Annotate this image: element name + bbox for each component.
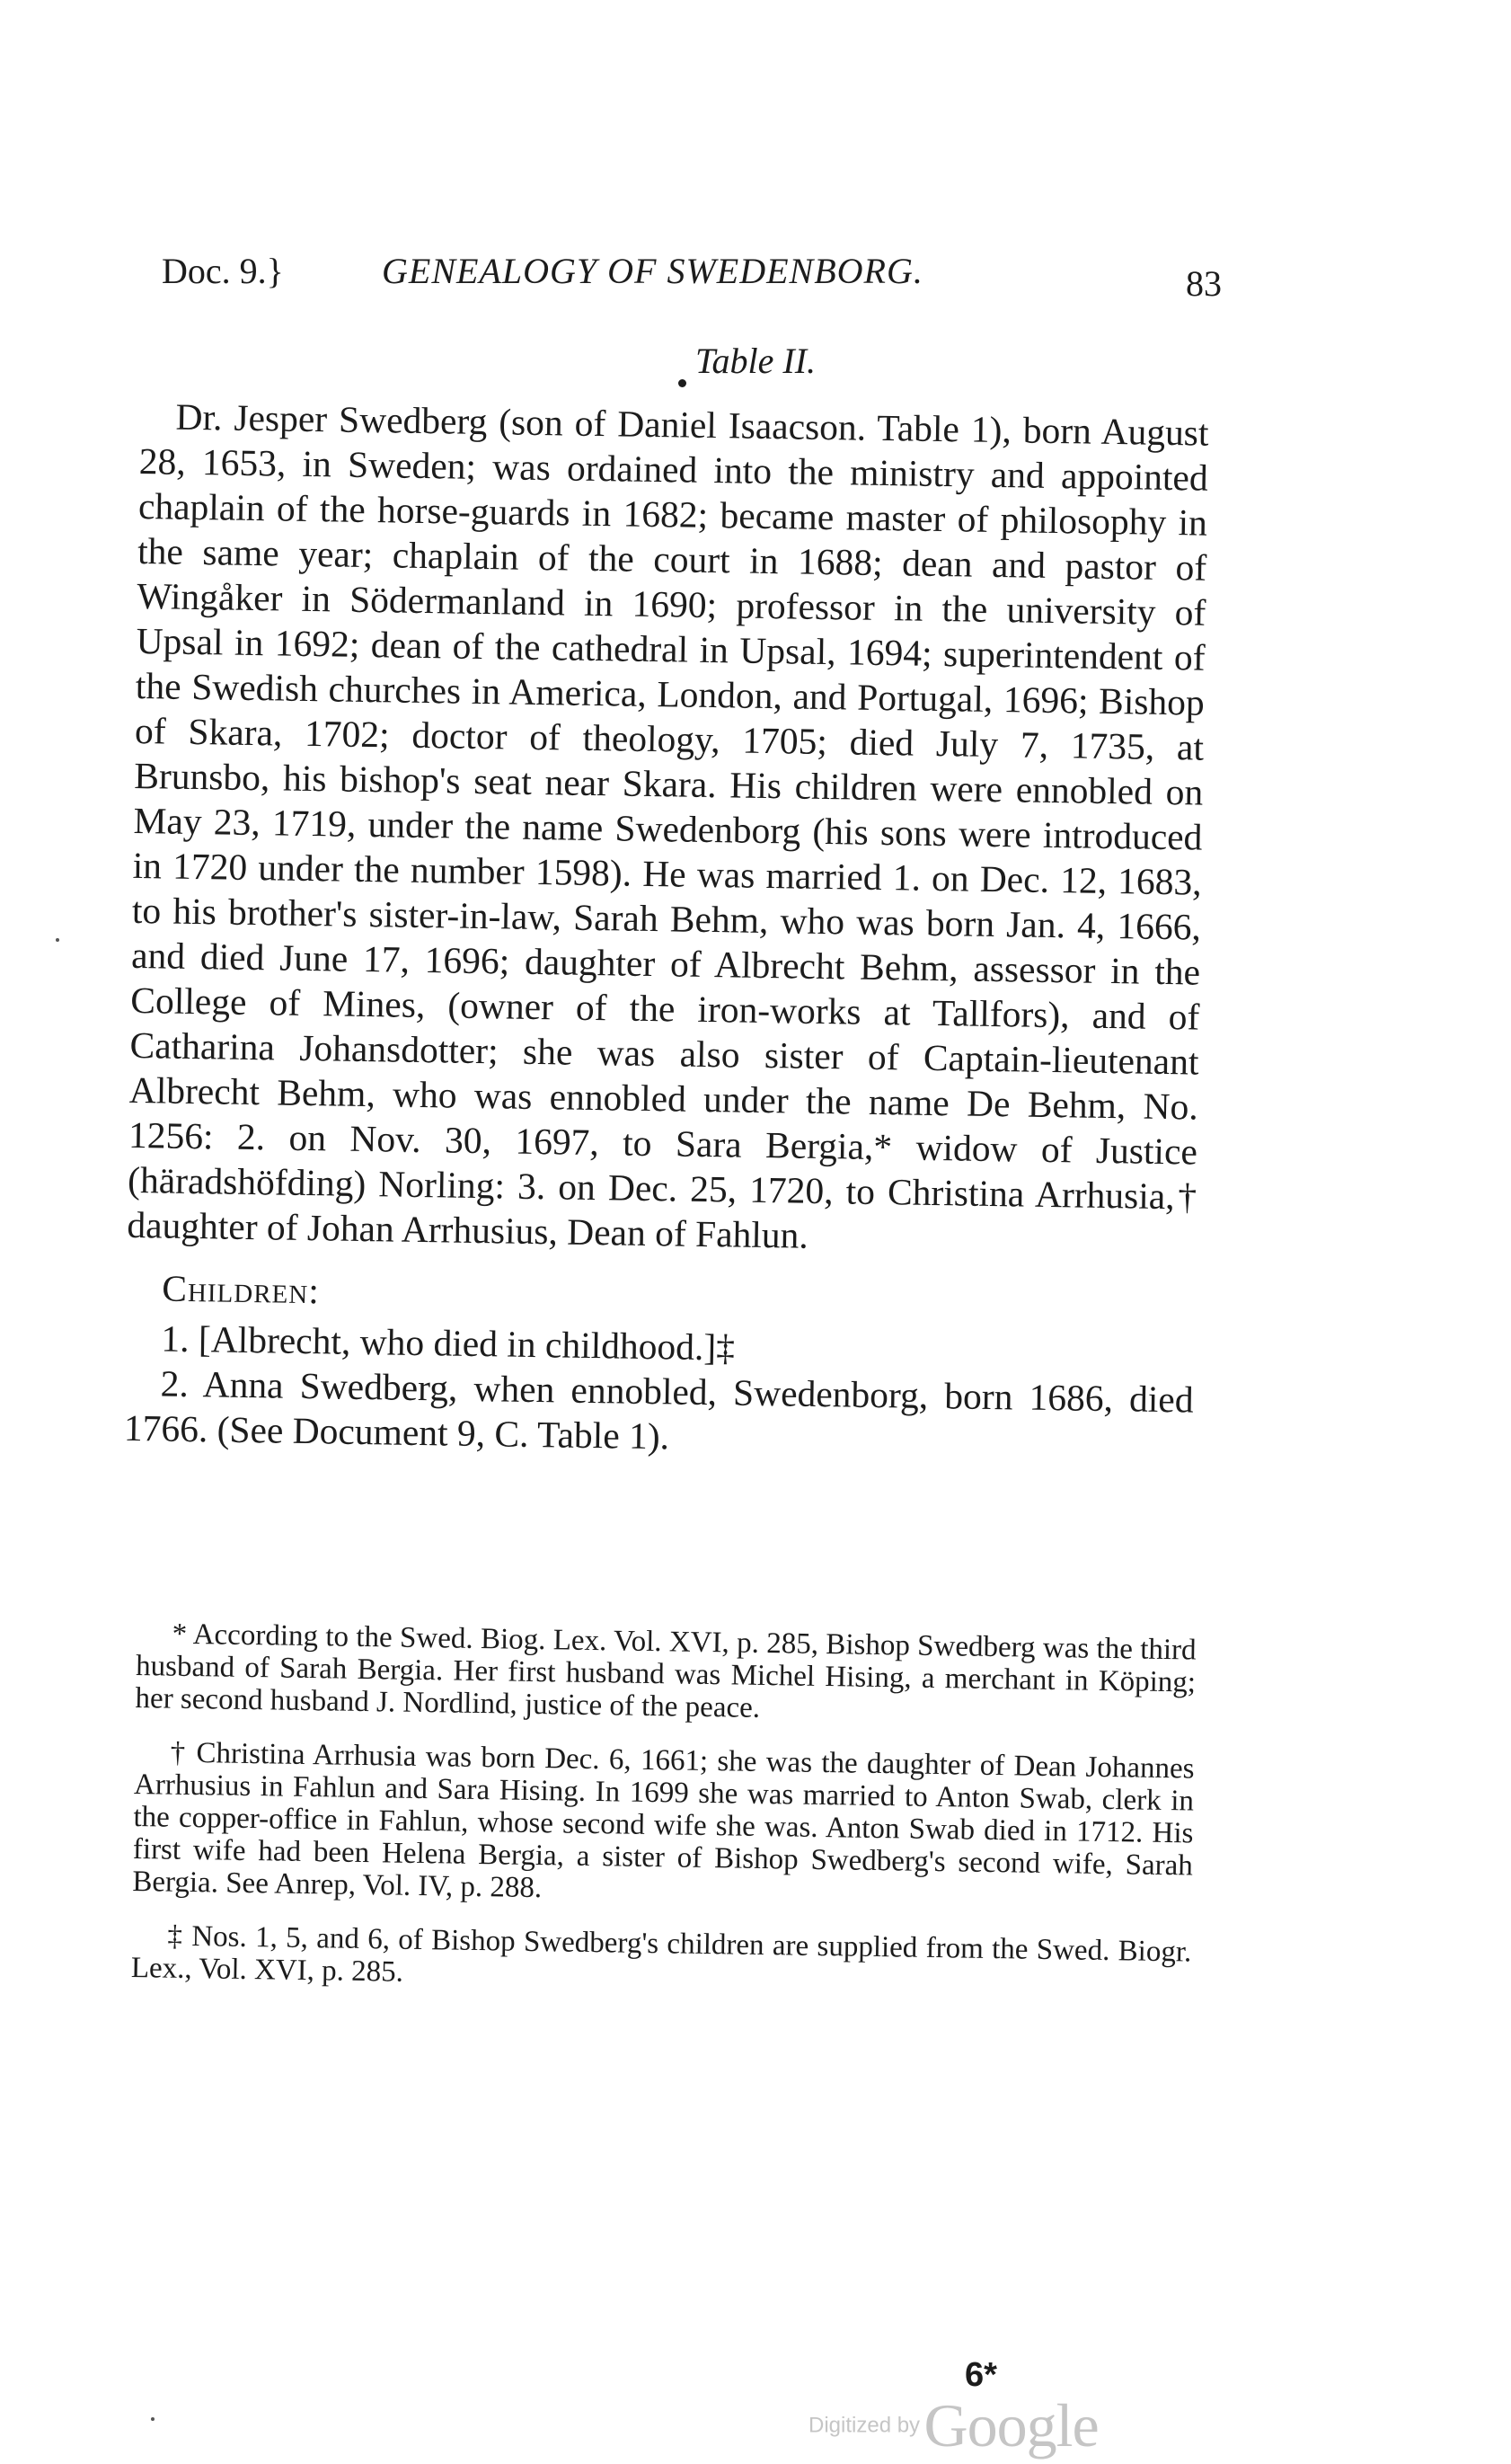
- scan-speck: [151, 2417, 155, 2421]
- body-text: [124, 394, 1209, 1467]
- ink-dot: [678, 379, 686, 387]
- running-head: [162, 250, 1222, 304]
- watermark-prefix: Digitized by: [809, 2413, 921, 2438]
- document-reference: Doc. 9.}: [162, 251, 284, 291]
- child-entry-2: 2. Anna Swedberg, when ennobled, Swedenborg, born 1686, died 1766. (See Document 9, C. Table 1).: [123, 1362, 1194, 1458]
- child-entry-1: 1. [Albrecht, who died in childhood.]‡: [161, 1317, 736, 1369]
- page-number: 83: [1186, 263, 1222, 304]
- running-title: GENEALOGY OF SWEDENBORG.: [382, 251, 923, 291]
- google-logo: Google: [923, 2391, 1099, 2460]
- children-heading: Children:: [162, 1267, 321, 1312]
- footnote-asterisk: * According to the Swed. Biog. Lex. Vol. XVI, p. 285, Bishop Swedberg was the third husband of Sarah Bergia. Her first husband was Michel Hising, a merchant in Köping; her second husband J. Nordlind, justice of the peace.: [135, 1618, 1197, 1724]
- table-title: Table II.: [694, 341, 817, 381]
- scan-speck: [56, 938, 59, 942]
- signature-mark: 6*: [965, 2356, 997, 2394]
- footnote-dagger: † Christina Arrhusia was born Dec. 6, 1661; she was the daughter of Dean Johannes Arrhusius in Fahlun and Sara Hising. In 1699 she was married to Anton Swab, clerk in the copper-office in Fahlun, whose second wife she was. Anton Swab died in 1712. His first wife had been Helena Bergia, a sister of Bishop Swedberg's second wife, Sarah Bergia. See Anrep, Vol. IV, p. 288.: [132, 1736, 1195, 1905]
- digitized-watermark: [809, 2390, 1099, 2462]
- footnotes: [130, 1618, 1197, 2022]
- main-paragraph: Dr. Jesper Swedberg (son of Daniel Isaacson. Table 1), born August 28, 1653, in Sweden; was ordained into the ministry and appointed chaplain of the horse-guards in 1682; became master of philosophy in the same year; chaplain of the court in 1688; dean and pastor of Wingåker in Södermanland in 1690; professor in the university of Upsal in 1692; dean of the cathedral in Upsal, 1694; superintendent of the Swedish churches in America, London, and Portugal, 1696; Bishop of Skara, 1702; doctor of theology, 1705; died July 7, 1735, at Brunsbo, his bishop's seat near Skara. His children were ennobled on May 23, 1719, under the name Swedenborg (his sons were introduced in 1720 under the number 1598). He was married 1. on Dec. 12, 1683, to his brother's sister-in-law, Sarah Behm, who was born Jan. 4, 1666, and died June 17, 1696; daughter of Albrecht Behm, assessor in the College of Mines, (owner of the iron-works at Tallfors), and of Catharina Johansdotter; she was also sister of Captain-lieutenant Albrecht Behm, who was ennobled under the name De Behm, No. 1256: 2. on Nov. 30, 1697, to Sara Bergia,* widow of Justice (häradshöfding) Norling: 3. on Dec. 25, 1720, to Christina Arrhusia,† daughter of Johan Arrhusius, Dean of Fahlun.: [127, 395, 1209, 1256]
- footnote-double-dagger: ‡ Nos. 1, 5, and 6, of Bishop Swedberg's children are supplied from the Swed. Biogr. Lex., Vol. XVI, p. 285.: [130, 1919, 1192, 1989]
